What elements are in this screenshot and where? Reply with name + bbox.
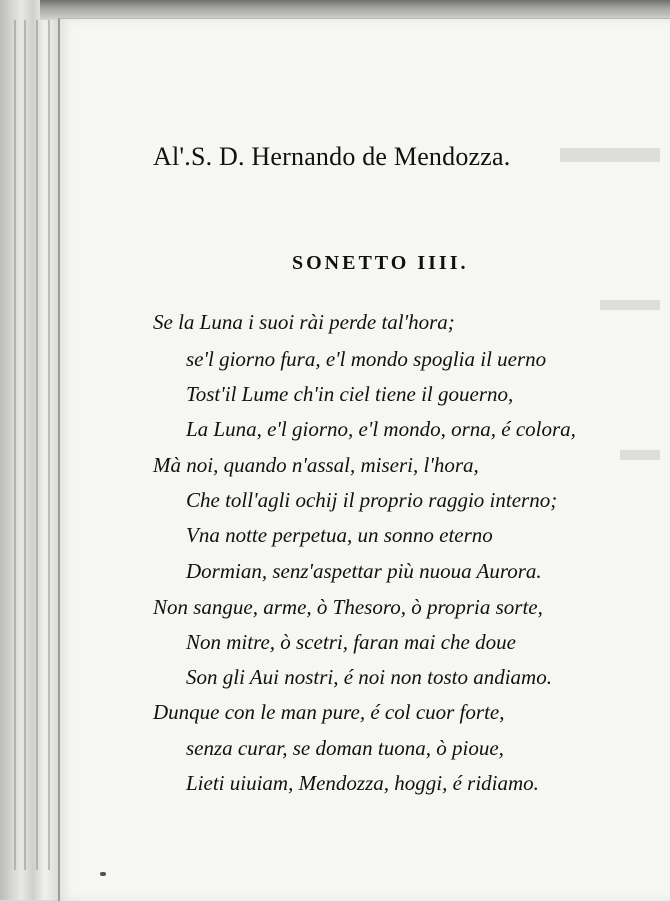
bleed-through: [620, 450, 660, 460]
page-top-shadow: [40, 0, 670, 20]
poem-line: Tost'il Lume ch'in ciel tiene il gouerno,: [186, 382, 514, 406]
poem-line: Non sangue, arme, ò Thesoro, ò propria sorte,: [153, 595, 543, 619]
page-edge: [24, 20, 26, 870]
poem-line: La Luna, e'l giorno, e'l mondo, orna, é colora,: [186, 417, 576, 441]
poem-line: Dunque con le man pure, é col cuor forte,: [153, 700, 505, 724]
poem-line: Non mitre, ò scetri, faran mai che doue: [186, 630, 516, 654]
poem-line: senza curar, se doman tuona, ò pioue,: [186, 736, 504, 760]
sonnet-heading: SONETTO IIII.: [292, 252, 469, 274]
poem-line: se'l giorno fura, e'l mondo spoglia il uerno: [186, 347, 547, 371]
page-edge: [36, 20, 38, 870]
bleed-through: [600, 300, 660, 310]
page-edge: [48, 20, 50, 870]
poem-line: Son gli Aui nostri, é noi non tosto andiamo.: [186, 665, 552, 689]
poem-line: Mà noi, quando n'assal, miseri, l'hora,: [153, 453, 479, 477]
poem-line: Che toll'agli ochij il proprio raggio interno;: [186, 488, 558, 512]
page-edge: [14, 20, 16, 870]
poem-line: Vna notte perpetua, un sonno eterno: [186, 523, 493, 547]
book-binding: [0, 0, 60, 900]
poem-line: Se la Luna i suoi rài perde tal'hora;: [153, 310, 455, 334]
poem-line: Dormian, senz'aspettar più nuoua Aurora.: [186, 559, 542, 583]
page-title: Al'.S. D. Hernando de Mendozza.: [153, 142, 511, 171]
poem-line: Lieti uiuiam, Mendozza, hoggi, é ridiamo.: [186, 771, 539, 795]
ink-speck: [100, 872, 106, 876]
